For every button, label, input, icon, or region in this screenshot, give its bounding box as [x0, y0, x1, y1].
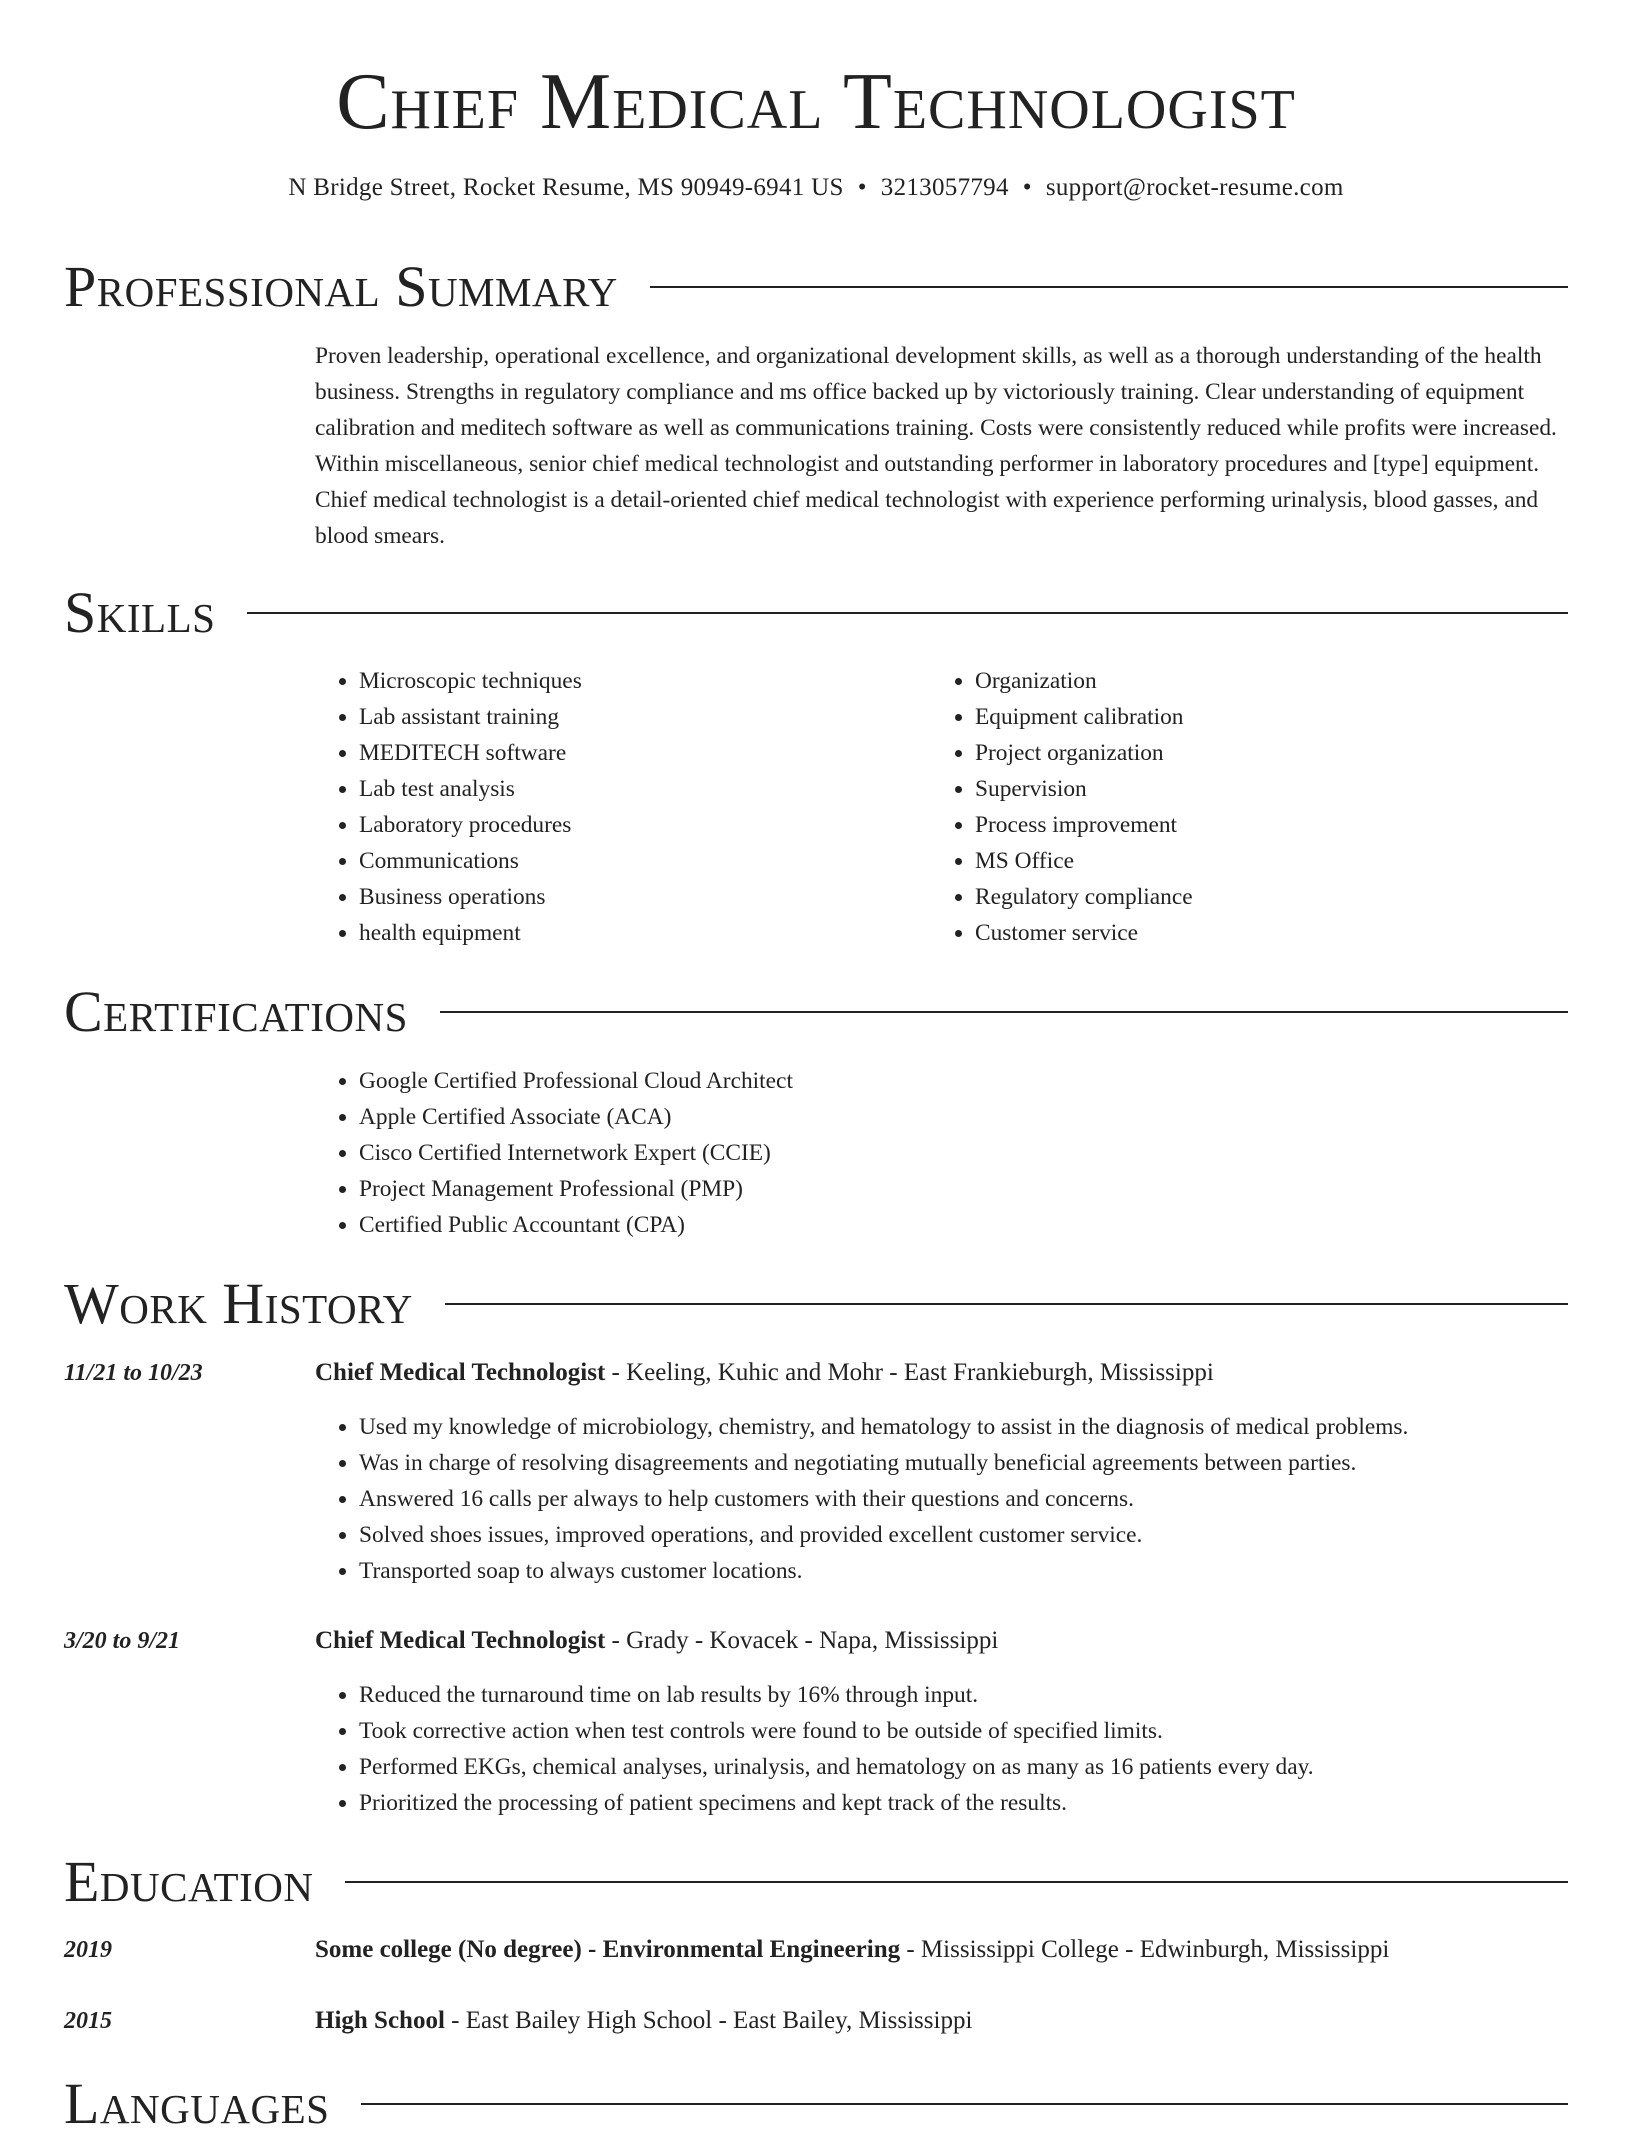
education-heading: Education [64, 1849, 314, 1914]
job-dates: 11/21 to 10/23 [64, 1360, 203, 1386]
education-school-location: - East Bailey High School - East Bailey, Mississippi [444, 2007, 973, 2034]
job-duty-item: • Answered 16 calls per always to help customers with their questions and concerns. [359, 1481, 1408, 1517]
candidate-name: Chief Medical Technologist [336, 58, 1296, 146]
job-duty-item: • Used my knowledge of microbiology, chemistry, and hematology to assist in the diagnosis of medical problems. [359, 1409, 1408, 1445]
summary-section-header [64, 254, 1568, 319]
job-duty-item: • Prioritized the processing of patient specimens and kept track of the results. [359, 1785, 1314, 1821]
contact-email[interactable]: support@rocket-resume.com [1045, 174, 1344, 201]
job-employer-location: - Keeling, Kuhic and Mohr - East Frankieburgh, Mississippi [605, 1359, 1214, 1386]
section-divider [361, 2103, 1568, 2105]
skill-item: • MS Office [975, 843, 1193, 879]
languages-heading: Languages [64, 2071, 330, 2136]
job-duty-item: • Took corrective action when test controls were found to be outside of specified limits. [359, 1713, 1314, 1749]
job-duty-item: • Was in charge of resolving disagreements and negotiating mutually beneficial agreements between parties. [359, 1445, 1408, 1481]
education-year: 2019 [64, 1937, 112, 1963]
certifications-section-header [64, 979, 1568, 1044]
section-divider [345, 1881, 1568, 1883]
education-school-location: - Mississippi College - Edwinburgh, Mississippi [900, 1936, 1390, 1963]
certification-item: • Google Certified Professional Cloud Architect [359, 1063, 793, 1099]
skill-item: • Organization [975, 663, 1193, 699]
skill-item: • Communications [359, 843, 582, 879]
skill-item: • Business operations [359, 879, 582, 915]
contact-separator: • [857, 174, 867, 201]
summary-heading: Professional Summary [64, 254, 618, 319]
education-year: 2015 [64, 2008, 112, 2034]
skill-item: • Lab test analysis [359, 771, 582, 807]
certification-item: • Cisco Certified Internetwork Expert (CCIE) [359, 1135, 793, 1171]
certifications-heading: Certifications [64, 979, 408, 1044]
job-duty-item: • Reduced the turnaround time on lab results by 16% through input. [359, 1677, 1314, 1713]
skill-item: • Laboratory procedures [359, 807, 582, 843]
section-divider [445, 1303, 1568, 1305]
certification-item: • Certified Public Accountant (CPA) [359, 1207, 793, 1243]
job-employer-location: - Grady - Kovacek - Napa, Mississippi [605, 1627, 999, 1654]
section-divider [650, 286, 1568, 288]
job-duties-list [315, 1677, 1314, 1821]
skill-item: • Process improvement [975, 807, 1193, 843]
skills-section-header [64, 580, 1568, 645]
education-degree: Some college (No degree) - Environmental Engineering [315, 1936, 901, 1963]
skill-item: • health equipment [359, 915, 582, 951]
contact-address: N Bridge Street, Rocket Resume, MS 90949-6941 US [288, 174, 844, 201]
work-section-header [64, 1271, 1568, 1336]
job-duty-item: • Transported soap to always customer locations. [359, 1553, 1408, 1589]
skill-item: • Project organization [975, 735, 1193, 771]
skills-list-left [315, 663, 582, 951]
contact-line [0, 174, 1632, 202]
section-divider [247, 612, 1568, 614]
job-dates: 3/20 to 9/21 [64, 1628, 181, 1654]
skill-item: • MEDITECH software [359, 735, 582, 771]
job-duty-item: • Performed EKGs, chemical analyses, urinalysis, and hematology on as many as 16 patients every day. [359, 1749, 1314, 1785]
job-heading [315, 1627, 998, 1655]
job-duty-item: • Solved shoes issues, improved operations, and provided excellent customer service. [359, 1517, 1408, 1553]
section-divider [440, 1011, 1568, 1013]
education-entry [315, 1936, 1389, 1964]
job-title: Chief Medical Technologist [315, 1627, 606, 1654]
skills-heading: Skills [64, 580, 216, 645]
certifications-list [315, 1063, 793, 1243]
education-entry [315, 2007, 972, 2035]
skill-item: • Equipment calibration [975, 699, 1193, 735]
certification-item: • Project Management Professional (PMP) [359, 1171, 793, 1207]
contact-phone: 3213057794 [880, 174, 1009, 201]
work-heading: Work History [64, 1271, 413, 1336]
education-degree: High School [315, 2007, 445, 2034]
skill-item: • Customer service [975, 915, 1193, 951]
job-title: Chief Medical Technologist [315, 1359, 606, 1386]
skill-item: • Lab assistant training [359, 699, 582, 735]
skill-item: • Microscopic techniques [359, 663, 582, 699]
education-section-header [64, 1849, 1568, 1914]
contact-separator: • [1022, 174, 1032, 201]
job-heading [315, 1359, 1214, 1387]
languages-section-header [64, 2071, 1568, 2136]
job-duties-list [315, 1409, 1408, 1589]
certification-item: • Apple Certified Associate (ACA) [359, 1099, 793, 1135]
summary-text: Proven leadership, operational excellence, and organizational development skills, as well as a thorough understanding of the health business. Strengths in regulatory compliance and ms office backed up by victoriously training. Clear understanding of equipment calibration and meditech software as well as communications training. Costs were consistently reduced while profits were increased. Within miscellaneous, senior chief medical technologist and outstanding performer in laboratory procedures and [type] equipment. Chief medical technologist is a detail-oriented chief medical technologist with experience performing urinalysis, blood gasses, and blood smears. [315, 343, 1557, 549]
skills-list-right [931, 663, 1193, 951]
skill-item: • Supervision [975, 771, 1193, 807]
skill-item: • Regulatory compliance [975, 879, 1193, 915]
